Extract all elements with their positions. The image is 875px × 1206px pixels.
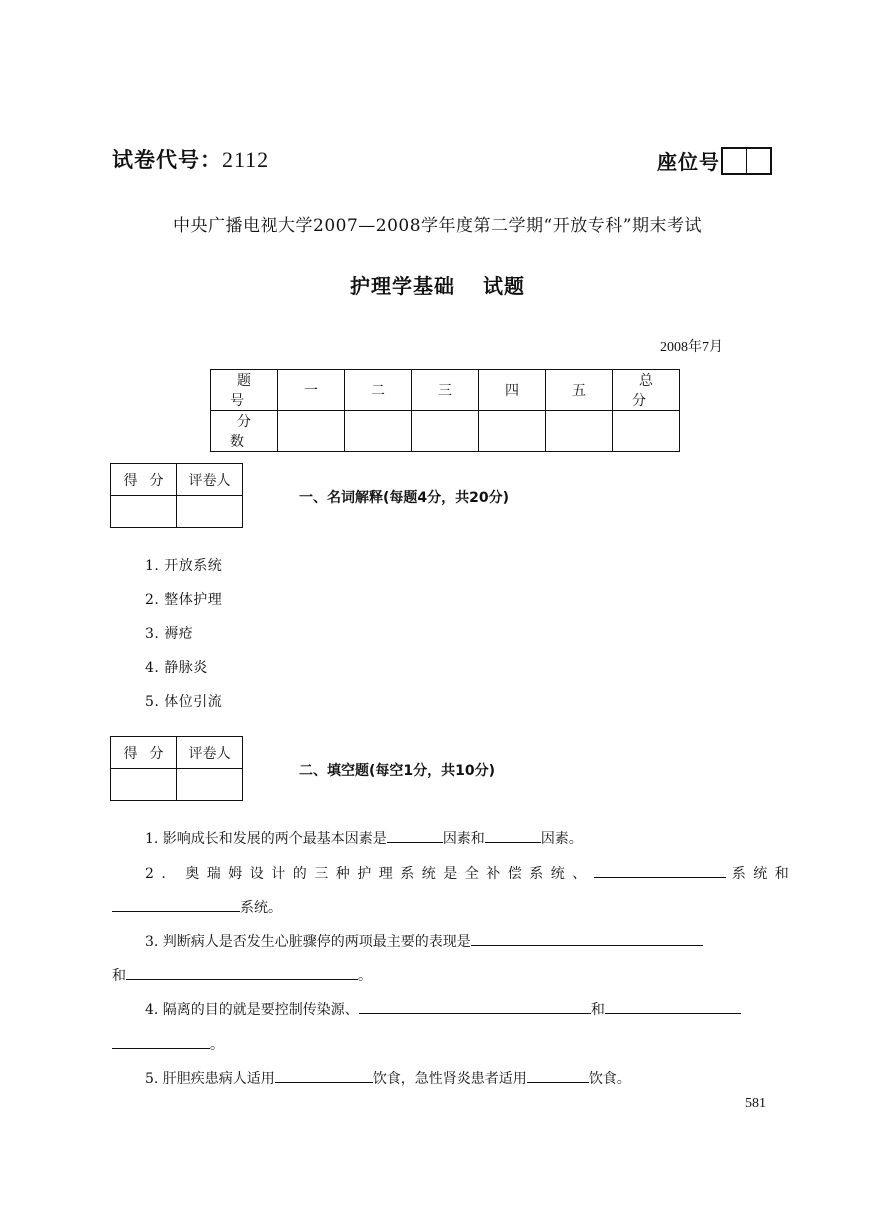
fill-question-1: [145, 828, 583, 848]
question-text: 1. 影响成长和发展的两个最基本因素是: [145, 831, 387, 847]
question-text: 饮食，急性肾炎患者适用: [372, 1071, 527, 1087]
exam-title: [0, 270, 875, 299]
subject-title: 护理学基础: [350, 274, 455, 298]
term-item: 1. 开放系统: [145, 558, 223, 574]
answer-blank[interactable]: [485, 828, 541, 843]
score-cell[interactable]: [613, 411, 680, 452]
grader-label: 评卷人: [177, 737, 243, 769]
exam-date: 2008年7月: [660, 340, 723, 355]
score-table-column: 三: [412, 370, 479, 411]
question-text: 2. 奥瑞姆设计的三种护理系统是全补偿系统、: [145, 866, 594, 882]
fill-question-3: [145, 931, 703, 951]
score-cell[interactable]: [412, 411, 479, 452]
seat-number-box: [721, 147, 772, 175]
score-table-column: 总分: [613, 370, 680, 411]
question-text: 4. 隔离的目的就是要控制传染源、: [145, 1002, 359, 1018]
score-cell[interactable]: [546, 411, 613, 452]
fill-question-3-continued: [112, 965, 372, 985]
answer-blank[interactable]: [387, 828, 443, 843]
question-text: 3. 判断病人是否发生心脏骤停的两项最主要的表现是: [145, 934, 471, 950]
term-item: 3. 褥疮: [145, 626, 194, 642]
answer-blank[interactable]: [126, 965, 358, 980]
question-text: 。: [210, 1037, 224, 1053]
answer-blank[interactable]: [359, 999, 591, 1014]
score-table: [210, 369, 680, 452]
grader-label: 评卷人: [177, 464, 243, 496]
fill-question-2: [145, 863, 796, 883]
term-item: 5. 体位引流: [145, 694, 223, 710]
fill-question-4: [145, 999, 741, 1019]
title-suffix: 试题: [483, 274, 525, 298]
score-cell[interactable]: [345, 411, 412, 452]
seat-number: [657, 146, 772, 175]
page-number: 581: [745, 1096, 766, 1111]
exam-header: 中央广播电视大学2007—2008学年度第二学期“开放专科”期末考试: [173, 216, 702, 236]
grader-score-cell[interactable]: [111, 496, 177, 528]
grader-score-cell[interactable]: [111, 769, 177, 801]
score-table-column: 五: [546, 370, 613, 411]
question-text: 饮食。: [588, 1071, 631, 1087]
score-table-header-row: [211, 370, 680, 411]
score-cell[interactable]: [479, 411, 546, 452]
question-text: 和: [590, 1002, 605, 1018]
section-1-title: 一、名词解释(每题4分，共20分): [299, 490, 510, 506]
question-text: 系统和: [731, 866, 797, 882]
paper-code-value: 2112: [222, 147, 270, 172]
grader-name-cell[interactable]: [177, 769, 243, 801]
grader-box-section-2: [110, 736, 243, 801]
paper-code: [112, 144, 269, 174]
score-table-column: 一: [278, 370, 345, 411]
answer-blank[interactable]: [275, 1068, 373, 1083]
score-cell[interactable]: [278, 411, 345, 452]
answer-blank[interactable]: [471, 931, 703, 946]
term-item: 4. 静脉炎: [145, 660, 208, 676]
fill-question-5: [145, 1068, 631, 1088]
fill-question-4-continued: [112, 1034, 224, 1054]
answer-blank[interactable]: [112, 897, 240, 912]
answer-blank[interactable]: [112, 1034, 210, 1049]
score-table-score-row: [211, 411, 680, 452]
section-2-title: 二、填空题(每空1分，共10分): [299, 763, 496, 779]
question-text: 系统。: [240, 900, 282, 916]
paper-code-label: 试卷代号：: [112, 148, 222, 172]
score-table-row-label: 题号: [211, 370, 278, 411]
grader-name-cell[interactable]: [177, 496, 243, 528]
question-text: 和: [112, 968, 126, 984]
grader-box-section-1: [110, 463, 243, 528]
answer-blank[interactable]: [594, 863, 726, 878]
grader-score-label: 得分: [111, 737, 177, 769]
answer-blank[interactable]: [527, 1068, 589, 1083]
seat-number-label: 座位号: [657, 150, 720, 174]
grader-score-label: 得分: [111, 464, 177, 496]
question-text: 5. 肝胆疾患病人适用: [145, 1071, 275, 1087]
question-text: 因素。: [540, 831, 583, 847]
term-item: 2. 整体护理: [145, 592, 223, 608]
score-table-column: 二: [345, 370, 412, 411]
score-table-column: 四: [479, 370, 546, 411]
question-text: 因素和: [442, 831, 485, 847]
answer-blank[interactable]: [605, 999, 741, 1014]
question-text: 。: [358, 968, 372, 984]
fill-question-2-continued: [112, 897, 282, 917]
score-table-row-label: 分数: [211, 411, 278, 452]
